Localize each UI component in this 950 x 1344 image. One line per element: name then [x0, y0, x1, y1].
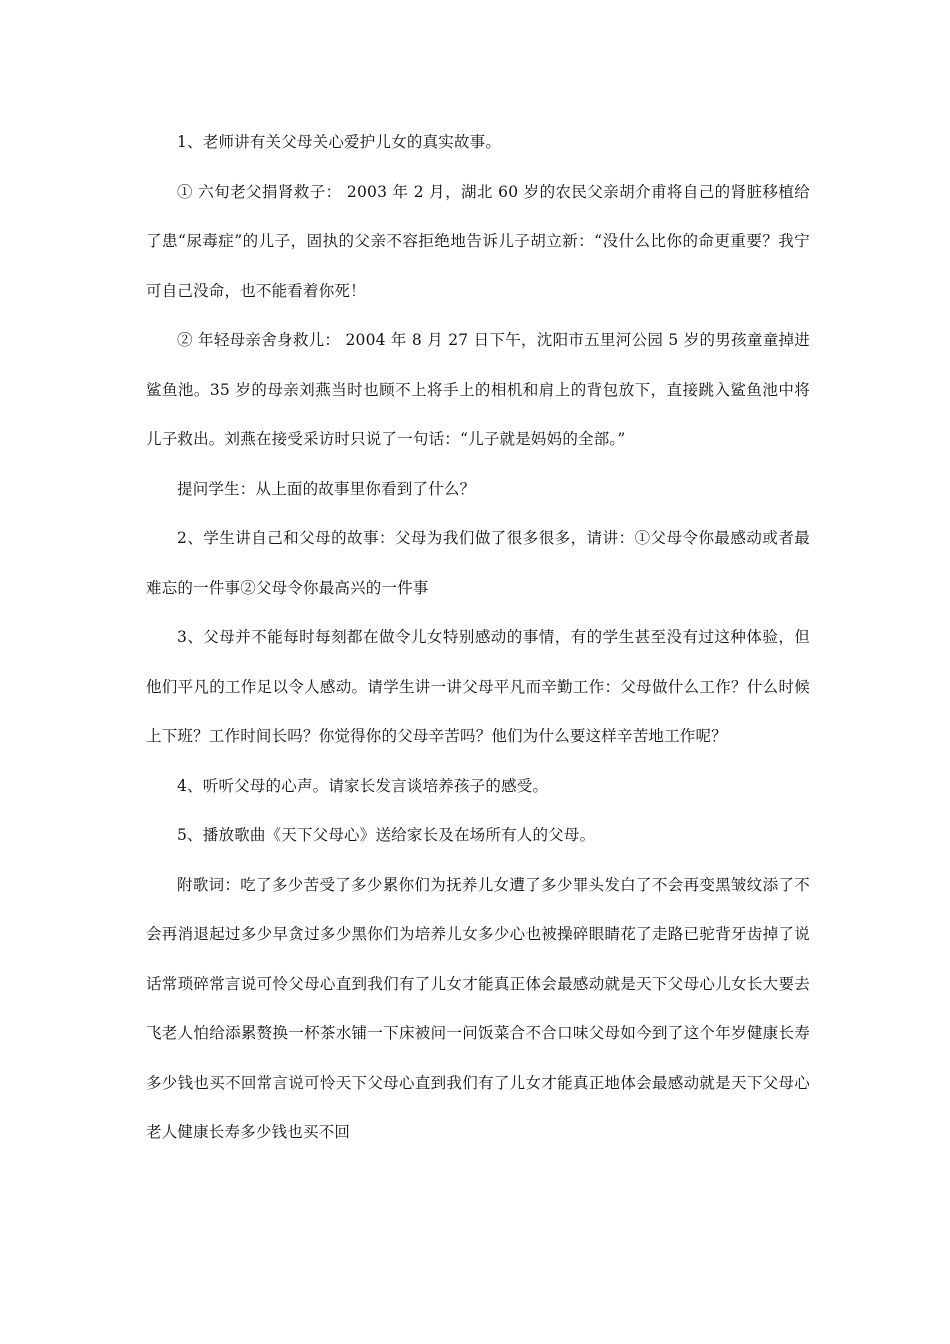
- paragraph-question: 提问学生：从上面的故事里你看到了什么？: [177, 479, 476, 498]
- document-body: [146, 118, 810, 1158]
- paragraph-father-kidney: ① 六旬老父捐肾救子： 2003 年 2 月，湖北 60 岁的农民父亲胡介甫将自己的肾脏移植给了患“尿毒症”的儿子，固执的父亲不容拒绝地告诉儿子胡立新：“没什么比你的命更重要？我宁可自己没命，也不能看着你死！: [146, 182, 810, 300]
- paragraph-teacher-story: 1、老师讲有关父母关心爱护儿女的真实故事。: [177, 133, 502, 151]
- paragraph-lyrics: 附歌词：吃了多少苦受了多少累你们为抚养儿女遭了多少罪头发白了不会再变黑皱纹添了不会再消退起过多少早贪过多少黑你们为培养儿女多少心也被操碎眼睛花了走路已驼背牙齿掉了说话常琐碎常言说可怜父母心直到我们有了儿女才能真正体会最感动就是天下父母心儿女长大要去飞老人怕给添累赘换一杯茶水铺一下床被问一问饭菜合不合口味父母如今到了这个年岁健康长寿多少钱也买不回常言说可怜天下父母心直到我们有了儿女才能真正地体会最感动就是天下父母心老人健康长寿多少钱也买不回: [146, 875, 810, 1141]
- paragraph-mother-rescue: ② 年轻母亲舍身救儿： 2004 年 8 月 27 日下午，沈阳市五里河公园 5 岁的男孩童童掉进鲨鱼池。35 岁的母亲刘燕当时也顾不上将手上的相机和肩上的背包放下，直接跳入鲨鱼池中将儿子救出。刘燕在接受采访时只说了一句话：“儿子就是妈妈的全部。”: [146, 331, 810, 448]
- paragraph-parents-voice: 4、听听父母的心声。请家长发言谈培养孩子的感受。: [177, 776, 549, 795]
- paragraph-student-stories: 2、学生讲自己和父母的故事：父母为我们做了很多很多，请讲：①父母令你最感动或者最难忘的一件事②父母令你最高兴的一件事: [146, 529, 810, 597]
- paragraph-song: 5、播放歌曲《天下父母心》送给家长及在场所有人的父母。: [177, 826, 596, 844]
- paragraph-parents-work: 3、父母并不能每时每刻都在做令儿女特别感动的事情，有的学生甚至没有过这种体验，但他们平凡的工作足以令人感动。请学生讲一讲父母平凡而辛勤工作：父母做什么工作？什么时候上下班？工作时间长吗？你觉得你的父母辛苦吗？他们为什么要这样辛苦地工作呢？: [146, 628, 810, 745]
